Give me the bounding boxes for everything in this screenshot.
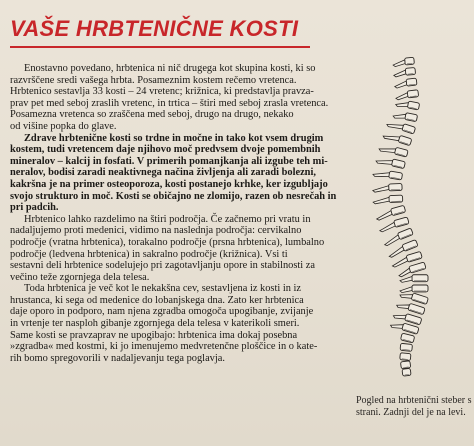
vertebra bbox=[376, 155, 406, 169]
paragraph-3-line: področje (ledvena hrbtenica) in sakralno področje (križnica). Vsi ti bbox=[10, 248, 288, 260]
illustration-caption bbox=[356, 395, 471, 419]
paragraph-4-line: Same kosti se pravzaprav ne upogibajo: hrbtenica ima dokaj posebna bbox=[10, 329, 298, 341]
paragraph-2-line: Zdrave hrbtenične kosti so trdne in močne in tako kot vsem drugim bbox=[24, 132, 324, 144]
paragraph-2-line: kostem, tudi vretencem daje njihovo moč predvsem dvoje pomembnih bbox=[10, 144, 321, 156]
paragraph-1-line: razvrščene sredi vašega hrbta. Posameznim kostem rečemo vretenca. bbox=[10, 74, 297, 86]
vertebra bbox=[386, 119, 415, 135]
paragraph-3-line: Hrbtenico lahko razdelimo na štiri področja. Če začnemo pri vratu in bbox=[24, 213, 311, 225]
vertebra bbox=[393, 68, 415, 78]
vertebra bbox=[400, 353, 411, 361]
paragraph-4-line: in vrtenje ter nasploh gibanje zgornjega dela telesa v katerikoli smeri. bbox=[10, 318, 300, 330]
vertebra bbox=[395, 99, 419, 111]
vertebra bbox=[373, 169, 403, 181]
paragraph-4-line: hrustanca, ki sega od medenice do lobanjskega dna. Zato ker hrbtenica bbox=[10, 294, 304, 306]
paragraph-4-line: »zgradba« med kostmi, ki jo imenujemo medvretenčne ploščice in o kate- bbox=[10, 341, 318, 353]
vertebra bbox=[400, 275, 428, 283]
paragraph-4-line: Toda hrbtenica je več kot le nekakšna cev, sestavljena iz kosti in iz bbox=[24, 283, 302, 295]
vertebra bbox=[373, 195, 403, 204]
vertebra bbox=[393, 57, 415, 67]
paragraph-4-line: rih bomo spregovorili v nadaljevanju tega poglavja. bbox=[10, 352, 225, 364]
paragraph-3-line: sestavni deli hrbtenice sodelujejo pri zagotavljanju opore in stabilnosti za bbox=[10, 260, 315, 272]
paragraph-1-line: Posamezna vretenca so zraščena med seboj, drugo na drugo, nekako bbox=[10, 109, 294, 121]
vertebra bbox=[393, 110, 418, 122]
vertebra bbox=[402, 368, 411, 376]
paragraph-2-line: kakršna je na primer osteoporoza, kosti postanejo krhke, ker izgubljajo bbox=[10, 178, 328, 190]
paragraph-1-line: prav pet med seboj zraslih vretenc, in trtica – štiri med seboj zrasla vretenca. bbox=[10, 97, 329, 109]
paragraph-2-line: pri padcih. bbox=[10, 202, 59, 214]
paragraph-2-line: svojo strukturo in moč. Kosti se običajno ne zlomijo, razen ob nesrečah in bbox=[10, 190, 337, 202]
paragraph-2-line: neralov, bodisi zaradi neaktivnega načina življenja ali zaradi bolezni, bbox=[10, 167, 316, 179]
paragraph-4-line: daje oporo in podporo, nam njena zgradba omogoča upogibanje, zvijanje bbox=[10, 306, 314, 318]
paragraph-3-line: področje (vratna hrbtenica), torakalno področje (prsna hrbtenica), lumbalno bbox=[10, 236, 325, 248]
vertebra bbox=[394, 78, 417, 88]
caption-line-1: Pogled na hrbtenični steber s bbox=[356, 395, 472, 406]
vertebra bbox=[395, 90, 418, 100]
vertebra bbox=[379, 143, 409, 158]
paragraph-1-line: Hrbtenico sestavlja 33 kosti – 24 vretenc; križnica, ki predstavlja pravza- bbox=[10, 86, 314, 98]
paragraph-1-line: Enostavno povedano, hrbtenica ni nič drugega kot skupina kosti, ki so bbox=[24, 63, 316, 74]
vertebra bbox=[400, 343, 412, 351]
heading-underline bbox=[10, 46, 310, 48]
vertebra bbox=[383, 130, 412, 146]
body-text bbox=[10, 63, 340, 364]
vertebra bbox=[400, 285, 428, 293]
caption-line-2: strani. Zadnji del je na levi. bbox=[356, 407, 466, 418]
paragraph-1-line: od višine popka do glave. bbox=[10, 120, 117, 132]
chapter-heading: VAŠE HRBTENIČNE KOSTI bbox=[10, 16, 299, 41]
spine-illustration bbox=[365, 48, 465, 383]
vertebra bbox=[400, 361, 410, 369]
spine-illustration-icon bbox=[365, 48, 465, 383]
paragraph-3-line: nadaljujemo proti medenici, vidimo na naslednja področja: cervikalno bbox=[10, 225, 302, 237]
vertebra bbox=[373, 183, 403, 192]
paragraph-3-line: večino teže zgornjega dela telesa. bbox=[10, 271, 150, 283]
vertebra bbox=[400, 333, 414, 343]
paragraph-2-line: mineralov – kalcij in fosfati. V primerih pomanjkanja ali izgube teh mi- bbox=[10, 155, 328, 167]
